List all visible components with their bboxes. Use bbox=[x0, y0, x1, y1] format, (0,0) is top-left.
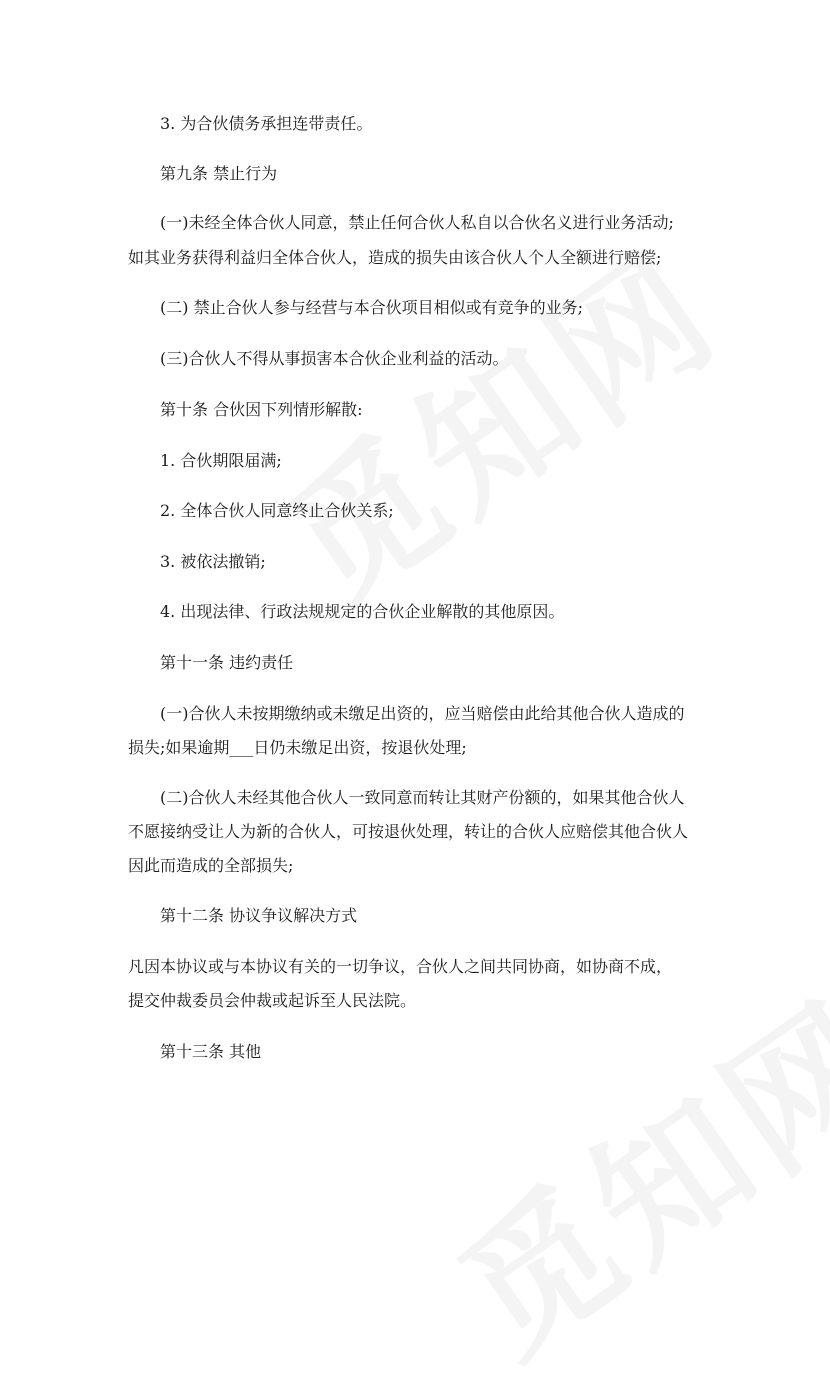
section-heading: 第十条 合伙因下列情形解散: bbox=[160, 400, 363, 419]
text-line: 1. 合伙期限届满; bbox=[160, 451, 282, 470]
section-heading: 第九条 禁止行为 bbox=[160, 164, 278, 183]
watermark bbox=[411, 942, 830, 1394]
section-heading: 第十二条 协议争议解决方式 bbox=[160, 906, 358, 925]
section-heading: 第十一条 违约责任 bbox=[160, 653, 294, 672]
text-line: (二)合伙人未经其他合伙人一致同意而转让其财产份额的，如果其他合伙人 bbox=[160, 788, 685, 807]
section-heading: 第十三条 其他 bbox=[160, 1042, 262, 1061]
text-line: 3. 被依法撤销; bbox=[160, 552, 266, 571]
text-line: (一)未经全体合伙人同意，禁止任何合伙人私自以合伙名义进行业务活动; bbox=[160, 213, 674, 232]
text-line: 提交仲裁委员会仲裁或起诉至人民法院。 bbox=[128, 991, 417, 1010]
text-line: 3. 为合伙债务承担连带责任。 bbox=[160, 114, 373, 133]
text-line: 凡因本协议或与本协议有关的一切争议，合伙人之间共同协商，如协商不成， bbox=[128, 957, 673, 976]
text-line: 4. 出现法律、行政法规规定的合伙企业解散的其他原因。 bbox=[160, 602, 565, 621]
text-line: (一)合伙人未按期缴纳或未缴足出资的，应当赔偿由此给其他合伙人造成的 bbox=[160, 704, 685, 723]
text-line: (三)合伙人不得从事损害本合伙企业利益的活动。 bbox=[160, 349, 509, 368]
text-line: 2. 全体合伙人同意终止合伙关系; bbox=[160, 501, 394, 520]
text-line: 因此而造成的全部损失; bbox=[128, 856, 294, 875]
text-line: 如其业务获得利益归全体合伙人，造成的损失由该合伙人个人全额进行赔偿; bbox=[128, 248, 662, 267]
text-line: 损失;如果逾期___日仍未缴足出资，按退伙处理; bbox=[128, 738, 467, 757]
text-line: 不愿接纳受让人为新的合伙人，可按退伙处理，转让的合伙人应赔偿其他合伙人 bbox=[128, 822, 689, 841]
text-line: (二) 禁止合伙人参与经营与本合伙项目相似或有竞争的业务; bbox=[160, 298, 583, 317]
